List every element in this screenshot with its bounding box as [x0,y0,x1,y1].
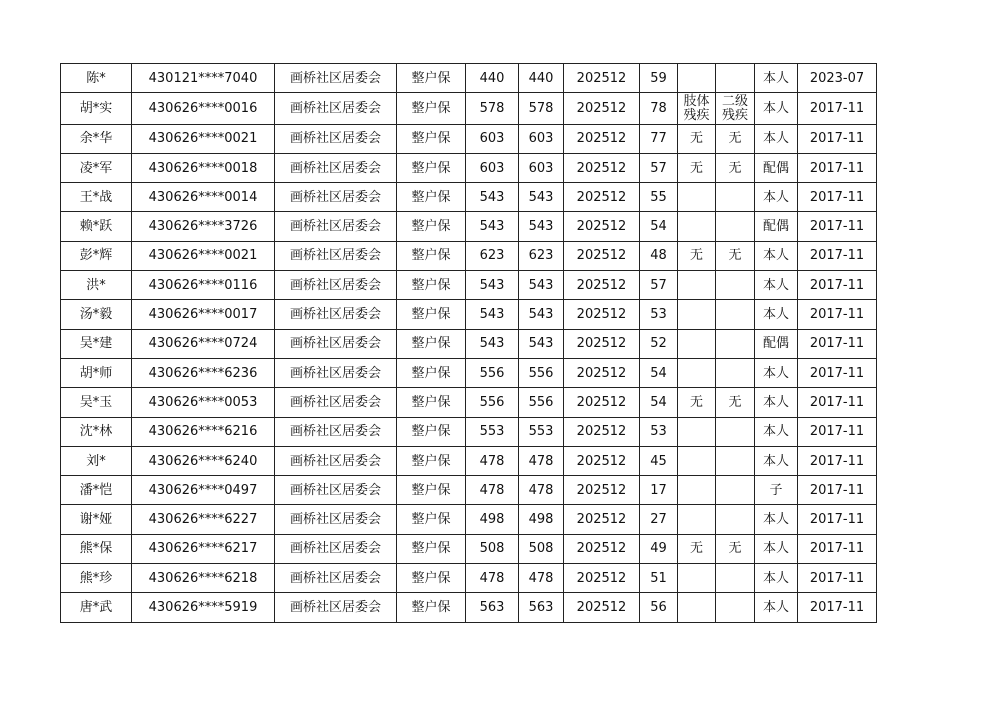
start-date-cell: 2017-11 [798,564,877,593]
table-row [61,93,877,124]
table-row [61,183,877,212]
community-cell: 画桥社区居委会 [275,300,397,329]
start-date-cell: 2023-07 [798,64,877,93]
name-cell: 熊*保 [61,534,132,563]
amount-paid-cell: 543 [519,212,564,241]
relation-cell: 本人 [755,93,798,124]
period-cell: 202512 [564,417,640,446]
amount-paid-cell: 603 [519,124,564,153]
disability-type-cell [678,417,716,446]
disability-level-cell: 无 [716,124,755,153]
start-date-cell: 2017-11 [798,417,877,446]
id-number-cell: 430121****7040 [132,64,275,93]
amount-cell: 623 [466,241,519,270]
table-row [61,271,877,300]
table-row [61,329,877,358]
relation-cell: 本人 [755,241,798,270]
id-number-cell: 430626****3726 [132,212,275,241]
start-date-cell: 2017-11 [798,93,877,124]
disability-level-cell [716,446,755,475]
period-cell: 202512 [564,534,640,563]
start-date-cell: 2017-11 [798,271,877,300]
age-cell: 56 [640,593,678,622]
community-cell: 画桥社区居委会 [275,358,397,387]
age-cell: 54 [640,212,678,241]
assistance-type-cell: 整户保 [397,505,466,534]
name-cell: 洪* [61,271,132,300]
disability-type-cell [678,64,716,93]
relation-cell: 本人 [755,593,798,622]
id-number-cell: 430626****0016 [132,93,275,124]
amount-cell: 556 [466,358,519,387]
community-cell: 画桥社区居委会 [275,593,397,622]
period-cell: 202512 [564,93,640,124]
disability-level-cell: 无 [716,388,755,417]
amount-paid-cell: 498 [519,505,564,534]
community-cell: 画桥社区居委会 [275,153,397,182]
start-date-cell: 2017-11 [798,183,877,212]
amount-cell: 553 [466,417,519,446]
age-cell: 52 [640,329,678,358]
amount-paid-cell: 623 [519,241,564,270]
age-cell: 77 [640,124,678,153]
table-row [61,505,877,534]
amount-paid-cell: 556 [519,358,564,387]
start-date-cell: 2017-11 [798,124,877,153]
relation-cell: 本人 [755,300,798,329]
relation-cell: 本人 [755,446,798,475]
table-row [61,476,877,505]
disability-type-cell [678,446,716,475]
relation-cell: 本人 [755,388,798,417]
start-date-cell: 2017-11 [798,329,877,358]
period-cell: 202512 [564,300,640,329]
id-number-cell: 430626****0014 [132,183,275,212]
table-row [61,446,877,475]
assistance-type-cell: 整户保 [397,417,466,446]
community-cell: 画桥社区居委会 [275,417,397,446]
table-body [61,64,877,623]
name-cell: 吴*玉 [61,388,132,417]
period-cell: 202512 [564,153,640,182]
disability-level-cell [716,505,755,534]
relation-cell: 配偶 [755,329,798,358]
disability-type-cell: 无 [678,241,716,270]
amount-paid-cell: 603 [519,153,564,182]
start-date-cell: 2017-11 [798,358,877,387]
disability-level-cell [716,564,755,593]
period-cell: 202512 [564,64,640,93]
start-date-cell: 2017-11 [798,388,877,417]
disability-level-cell [716,64,755,93]
name-cell: 刘* [61,446,132,475]
amount-paid-cell: 578 [519,93,564,124]
age-cell: 53 [640,417,678,446]
id-number-cell: 430626****6216 [132,417,275,446]
name-cell: 胡*师 [61,358,132,387]
start-date-cell: 2017-11 [798,593,877,622]
table-row [61,564,877,593]
relation-cell: 本人 [755,64,798,93]
community-cell: 画桥社区居委会 [275,329,397,358]
community-cell: 画桥社区居委会 [275,534,397,563]
assistance-type-cell: 整户保 [397,183,466,212]
period-cell: 202512 [564,388,640,417]
age-cell: 55 [640,183,678,212]
start-date-cell: 2017-11 [798,241,877,270]
disability-level-cell [716,417,755,446]
assistance-type-cell: 整户保 [397,446,466,475]
period-cell: 202512 [564,564,640,593]
table-row [61,417,877,446]
period-cell: 202512 [564,241,640,270]
name-cell: 陈* [61,64,132,93]
relation-cell: 配偶 [755,153,798,182]
amount-cell: 478 [466,564,519,593]
id-number-cell: 430626****0497 [132,476,275,505]
assistance-type-cell: 整户保 [397,93,466,124]
amount-cell: 543 [466,212,519,241]
age-cell: 53 [640,300,678,329]
disability-type-cell: 无 [678,534,716,563]
disability-level-cell: 二级残疾 [716,93,755,124]
disability-level-cell [716,593,755,622]
disability-type-cell [678,505,716,534]
name-cell: 潘*恺 [61,476,132,505]
period-cell: 202512 [564,358,640,387]
community-cell: 画桥社区居委会 [275,124,397,153]
disability-type-cell [678,271,716,300]
amount-paid-cell: 543 [519,329,564,358]
assistance-type-cell: 整户保 [397,564,466,593]
period-cell: 202512 [564,476,640,505]
table-row [61,534,877,563]
community-cell: 画桥社区居委会 [275,183,397,212]
period-cell: 202512 [564,593,640,622]
assistance-type-cell: 整户保 [397,271,466,300]
age-cell: 45 [640,446,678,475]
id-number-cell: 430626****0724 [132,329,275,358]
assistance-type-cell: 整户保 [397,300,466,329]
disability-type-cell: 无 [678,388,716,417]
id-number-cell: 430626****0018 [132,153,275,182]
table-row [61,241,877,270]
table-row [61,64,877,93]
amount-paid-cell: 556 [519,388,564,417]
community-cell: 画桥社区居委会 [275,505,397,534]
id-number-cell: 430626****6218 [132,564,275,593]
start-date-cell: 2017-11 [798,212,877,241]
amount-cell: 543 [466,271,519,300]
start-date-cell: 2017-11 [798,300,877,329]
id-number-cell: 430626****5919 [132,593,275,622]
assistance-type-cell: 整户保 [397,476,466,505]
disability-type-cell [678,212,716,241]
name-cell: 沈*林 [61,417,132,446]
amount-cell: 478 [466,476,519,505]
disability-type-cell [678,183,716,212]
name-cell: 唐*武 [61,593,132,622]
table-row [61,212,877,241]
amount-cell: 440 [466,64,519,93]
name-cell: 熊*珍 [61,564,132,593]
amount-cell: 478 [466,446,519,475]
table-row [61,358,877,387]
amount-cell: 556 [466,388,519,417]
data-table [60,63,877,623]
disability-type-cell [678,476,716,505]
amount-cell: 603 [466,153,519,182]
disability-level-cell [716,358,755,387]
assistance-type-cell: 整户保 [397,358,466,387]
amount-paid-cell: 478 [519,476,564,505]
amount-cell: 508 [466,534,519,563]
age-cell: 51 [640,564,678,593]
amount-paid-cell: 543 [519,183,564,212]
name-cell: 王*战 [61,183,132,212]
disability-level-cell [716,329,755,358]
assistance-type-cell: 整户保 [397,329,466,358]
id-number-cell: 430626****0053 [132,388,275,417]
amount-paid-cell: 508 [519,534,564,563]
community-cell: 画桥社区居委会 [275,93,397,124]
relation-cell: 本人 [755,271,798,300]
disability-type-cell [678,358,716,387]
id-number-cell: 430626****0017 [132,300,275,329]
age-cell: 57 [640,153,678,182]
age-cell: 48 [640,241,678,270]
disability-type-cell [678,593,716,622]
community-cell: 画桥社区居委会 [275,446,397,475]
assistance-type-cell: 整户保 [397,153,466,182]
relation-cell: 本人 [755,564,798,593]
period-cell: 202512 [564,183,640,212]
disability-type-cell [678,564,716,593]
amount-cell: 603 [466,124,519,153]
period-cell: 202512 [564,329,640,358]
amount-paid-cell: 478 [519,446,564,475]
disability-type-cell: 无 [678,153,716,182]
community-cell: 画桥社区居委会 [275,564,397,593]
table-row [61,153,877,182]
age-cell: 49 [640,534,678,563]
disability-level-cell: 无 [716,153,755,182]
community-cell: 画桥社区居委会 [275,388,397,417]
start-date-cell: 2017-11 [798,505,877,534]
start-date-cell: 2017-11 [798,534,877,563]
id-number-cell: 430626****6227 [132,505,275,534]
id-number-cell: 430626****0116 [132,271,275,300]
age-cell: 57 [640,271,678,300]
assistance-type-cell: 整户保 [397,124,466,153]
amount-paid-cell: 563 [519,593,564,622]
age-cell: 17 [640,476,678,505]
assistance-type-cell: 整户保 [397,593,466,622]
relation-cell: 本人 [755,124,798,153]
amount-paid-cell: 543 [519,300,564,329]
table-row [61,388,877,417]
relation-cell: 本人 [755,534,798,563]
community-cell: 画桥社区居委会 [275,212,397,241]
name-cell: 谢*娅 [61,505,132,534]
age-cell: 27 [640,505,678,534]
period-cell: 202512 [564,212,640,241]
relation-cell: 本人 [755,505,798,534]
age-cell: 78 [640,93,678,124]
amount-cell: 543 [466,300,519,329]
id-number-cell: 430626****6236 [132,358,275,387]
name-cell: 赖*跃 [61,212,132,241]
period-cell: 202512 [564,505,640,534]
name-cell: 吴*建 [61,329,132,358]
period-cell: 202512 [564,446,640,475]
id-number-cell: 430626****6217 [132,534,275,563]
assistance-type-cell: 整户保 [397,388,466,417]
disability-level-cell [716,476,755,505]
name-cell: 凌*军 [61,153,132,182]
amount-cell: 578 [466,93,519,124]
disability-type-cell: 无 [678,124,716,153]
id-number-cell: 430626****0021 [132,124,275,153]
community-cell: 画桥社区居委会 [275,476,397,505]
start-date-cell: 2017-11 [798,153,877,182]
community-cell: 画桥社区居委会 [275,64,397,93]
amount-paid-cell: 543 [519,271,564,300]
name-cell: 胡*实 [61,93,132,124]
id-number-cell: 430626****6240 [132,446,275,475]
amount-cell: 563 [466,593,519,622]
amount-paid-cell: 553 [519,417,564,446]
relation-cell: 子 [755,476,798,505]
disability-level-cell [716,212,755,241]
table-row [61,124,877,153]
period-cell: 202512 [564,124,640,153]
start-date-cell: 2017-11 [798,476,877,505]
age-cell: 54 [640,358,678,387]
age-cell: 59 [640,64,678,93]
name-cell: 汤*毅 [61,300,132,329]
disability-level-cell [716,183,755,212]
disability-type-cell: 肢体残疾 [678,93,716,124]
assistance-type-cell: 整户保 [397,64,466,93]
table-row [61,300,877,329]
amount-cell: 498 [466,505,519,534]
id-number-cell: 430626****0021 [132,241,275,270]
disability-level-cell: 无 [716,241,755,270]
assistance-type-cell: 整户保 [397,241,466,270]
disability-level-cell [716,271,755,300]
name-cell: 彭*辉 [61,241,132,270]
relation-cell: 本人 [755,183,798,212]
disability-level-cell [716,300,755,329]
assistance-type-cell: 整户保 [397,534,466,563]
relation-cell: 本人 [755,358,798,387]
amount-paid-cell: 478 [519,564,564,593]
assistance-type-cell: 整户保 [397,212,466,241]
disability-type-cell [678,329,716,358]
relation-cell: 配偶 [755,212,798,241]
amount-cell: 543 [466,183,519,212]
community-cell: 画桥社区居委会 [275,271,397,300]
period-cell: 202512 [564,271,640,300]
table-row [61,593,877,622]
amount-paid-cell: 440 [519,64,564,93]
relation-cell: 本人 [755,417,798,446]
disability-level-cell: 无 [716,534,755,563]
disability-type-cell [678,300,716,329]
age-cell: 54 [640,388,678,417]
start-date-cell: 2017-11 [798,446,877,475]
community-cell: 画桥社区居委会 [275,241,397,270]
name-cell: 余*华 [61,124,132,153]
amount-cell: 543 [466,329,519,358]
